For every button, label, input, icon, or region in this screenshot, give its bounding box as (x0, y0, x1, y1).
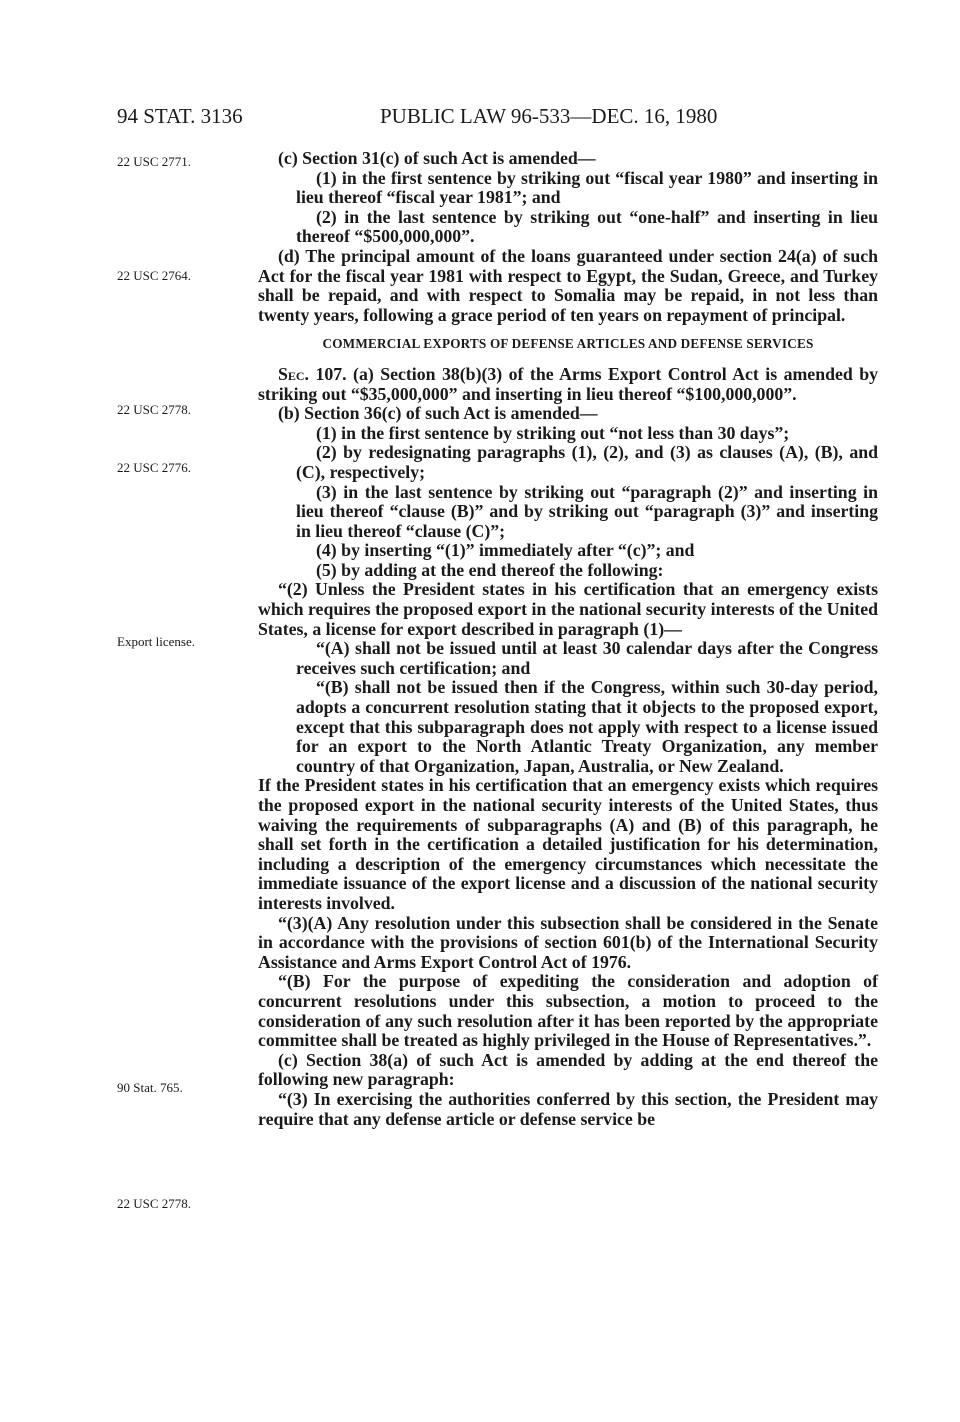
paragraph (258, 365, 878, 404)
margin-note: Export license. (117, 634, 195, 649)
stat-page-number: 94 STAT. 3136 (117, 104, 243, 128)
margin-note: 22 USC 2778. (117, 1196, 192, 1211)
paragraph: (2) by redesignating paragraphs (1), (2), and (3) as clauses (A), (B), and (C), respectively; (296, 442, 878, 482)
margin-note: 22 USC 2776. (117, 460, 192, 475)
paragraph: (c) Section 38(a) of such Act is amended by adding at the end thereof the following new paragraph: (258, 1049, 878, 1090)
section-heading: COMMERCIAL EXPORTS OF DEFENSE ARTICLES AND DEFENSE SERVICES (322, 336, 814, 352)
paragraph: (5) by adding at the end thereof the following: (316, 559, 664, 580)
margin-note: 22 USC 2764. (117, 268, 192, 283)
section-text: 107. (a) Section 38(b)(3) of the Arms Export Control Act is amended by striking out “$35,000,000” and inserting in lieu thereof “$100,000,000”. (258, 363, 878, 404)
paragraph: If the President states in his certification that an emergency exists which requires the proposed export in the national security interests of the United States, thus waiving the requirements of subparagraphs (A) and (B) of this paragraph, he shall set forth in the certification a detailed justification for his determination, including a description of the emergency circumstances which necessitate the immediate issuance of the export license and a discussion of the national security interests involved. (258, 775, 878, 913)
statute-body (258, 149, 878, 1129)
paragraph: (3) in the last sentence by striking out “paragraph (2)” and inserting in lieu thereof “clause (B)” and by striking out “paragraph (3)” and inserting in lieu thereof “clause (C)”; (296, 481, 878, 541)
paragraph: (c) Section 31(c) of such Act is amended— (278, 148, 596, 168)
paragraph: “(A) shall not be issued until at least 30 calendar days after the Congress receives such certification; and (296, 638, 878, 678)
public-law-title: PUBLIC LAW 96-533—DEC. 16, 1980 (380, 104, 718, 128)
paragraph: (b) Section 36(c) of such Act is amended— (278, 403, 598, 424)
paragraph: (1) in the first sentence by striking out “not less than 30 days”; (316, 422, 790, 443)
paragraph: (d) The principal amount of the loans guaranteed under section 24(a) of such Act for the fiscal year 1981 with respect to Egypt, the Sudan, Greece, and Turkey shall be repaid, and with respect to Somalia may be repaid, in not less than twenty years, following a grace period of ten years on repayment of principal. (258, 245, 878, 325)
margin-note: 22 USC 2771. (117, 154, 192, 169)
paragraph: “(3) In exercising the authorities conferred by this section, the President may require that any defense article or defense service be (258, 1088, 878, 1129)
paragraph: “(3)(A) Any resolution under this subsection shall be considered in the Senate in accordance with the provisions of section 601(b) of the International Security Assistance and Arms Export Control Act of 1976. (258, 912, 878, 972)
paragraph: (4) by inserting “(1)” immediately after “(c)”; and (316, 540, 695, 561)
page-header (117, 104, 877, 134)
paragraph: “(B) shall not be issued then if the Congress, within such 30-day period, adopts a concurrent resolution stating that it objects to the proposed export, except that this subparagraph does not apply with respect to a license issued for an export to the North Atlantic Treaty Organization, any member country of that Organization, Japan, Australia, or New Zealand. (296, 677, 878, 776)
margin-note: 90 Stat. 765. (117, 1080, 183, 1095)
paragraph: (1) in the first sentence by striking out “fiscal year 1980” and inserting in lieu thereof “fiscal year 1981”; and (296, 167, 878, 208)
paragraph: (2) in the last sentence by striking out “one-half” and inserting in lieu thereof “$500,000,000”. (296, 206, 878, 247)
paragraph: “(2) Unless the President states in his certification that an emergency exists which requires the proposed export in the national security interests of the United States, a license for export described in paragraph (1)— (258, 579, 878, 639)
section-label: Sec. (278, 363, 310, 384)
paragraph: “(B) For the purpose of expediting the consideration and adoption of concurrent resolutions under this subsection, a motion to proceed to the consideration of any such resolution after it has been reported by the appropriate committee shall be treated as highly privileged in the House of Representatives.”. (258, 971, 878, 1051)
margin-note: 22 USC 2778. (117, 402, 192, 417)
